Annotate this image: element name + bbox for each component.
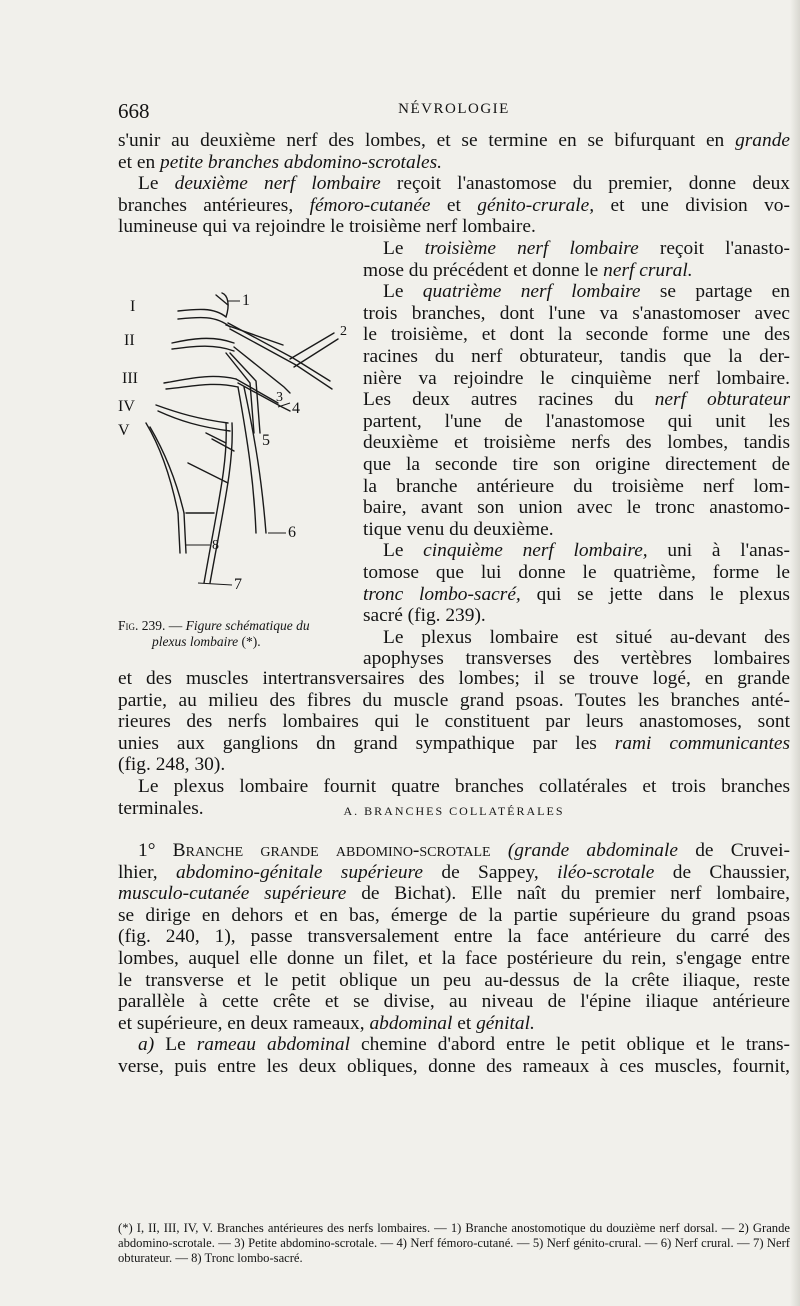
label-7: 7 [234, 576, 242, 593]
footnote: (*) I, II, III, IV, V. Branches antérieures des nerfs lombaires. — 1) Branche anostomotique du douzième nerf dorsal. — 2) Grande abdomino-scrotale. — 3) Petite abdomino-scrotale. — 4) Nerf fémoro-cutané. — 5) Nerf génito-crural. — 6) Nerf crural. — 7) Nerf obturateur. — 8) Tronc lombo-sacré. [118, 1221, 790, 1266]
nerve-5 [226, 353, 254, 433]
label-4: 4 [292, 400, 300, 417]
figure-caption: Fig. 239. — Figure schématique du plexus lombaire (*). [118, 618, 310, 649]
label-V: V [118, 422, 130, 439]
label-I: I [130, 298, 136, 315]
page-edge [790, 0, 800, 1306]
label-II: II [124, 332, 135, 349]
root-III [164, 376, 236, 383]
nerve-7 [204, 423, 226, 583]
paragraph-2: Le troisième nerf lombaire reçoit l'anasto- mose du précédent et donne le nerf crural. Le quatrième nerf lombaire se partage en trois branches, dont l'une va s'anastomoser avec le troisième, et dont la seconde forme une des racines du nerf obturateur, tandis que la der- nière va rejoindre le cinquième nerf lombaire. Les deux autres racines du nerf obturateur partent, l'une de l'anastomose qui unit les deuxième et troisième nerfs des lombes, tandis que la seconde tire son origine directement de la branche antérieure du troisième nerf lom- baire, avant son union avec le tronc anastomo- tique venu du deuxième. Le cinquième nerf lombaire, uni à l'anas- tomose que lui donne le quatrième, forme le tronc lombo-sacré, qui se jette dans le plexus sacré (fig. 239). Le plexus lombaire est situé au-devant des apophyses transverses des vertèbres lombaires [363, 238, 790, 670]
nerve-8 [178, 513, 180, 553]
paragraph-1: s'unir au deuxième nerf des lombes, et se termine en se bifurquant en grande et en petite branches abdomino-scrotales. Le deuxième nerf lombaire reçoit l'anastomose du premier, donne deux branches antérieures, fémoro-cutanée et génito-crurale, et une division vo- lumineuse qui va rejoindre le troisième nerf lombaire. [118, 130, 791, 238]
label-2: 2 [340, 324, 347, 339]
nerve-6 [238, 387, 256, 533]
section-heading: A. BRANCHES COLLATÉRALES [343, 804, 565, 818]
page-header [118, 99, 790, 123]
paragraph-4: et des muscles intertransversaires des lombes; il se trouve logé, en grande partie, au milieu des fibres du muscle grand psoas. Toutes les branches anté- rieures des nerfs lombaires qui le constituent par leurs anastomoses, sont unies aux ganglions dn grand sympathique par les rami communicantes (fig. 248, 30). Le plexus lombaire fournit quatre branches collatérales et trois branches terminales. [118, 668, 790, 819]
lumbar-plexus-diagram [118, 283, 358, 603]
page-number: 668 [118, 99, 150, 123]
label-8: 8 [212, 538, 219, 553]
paragraph-6: 1° Branche grande abdomino-scrotale (grande abdominale de Cruvei- lhier, abdomino-génitale supérieure de Sappey, iléo-scrotale de Chaussier, musculo-cutanée supérieure de Bichat). Elle naît du premier nerf lombaire, se dirige en dehors et en bas, émerge de la partie supérieure du grand psoas (fig. 240, 1), passe transversalement entre la face antérieure du carré des lombes, auquel elle donne un filet, et la face postérieure du rein, s'engage entre le transverse et le petit oblique un peu au-dessus de la crête iliaque, reste parallèle à cette crête et se divise, au niveau de l'épine iliaque antérieure et supérieure, en deux rameaux, abdominal et génital. a) Le rameau abdominal chemine d'abord entre le petit oblique et le trans- verse, puis entre les deux obliques, donne des rameaux à ces muscles, fournit, [118, 840, 790, 1077]
root-IV [156, 405, 228, 423]
figure-lumbar-plexus [118, 283, 358, 603]
root-I [178, 309, 226, 317]
label-3: 3 [276, 390, 283, 405]
running-title: NÉVROLOGIE [398, 101, 510, 117]
root-V [146, 423, 178, 513]
label-III: III [122, 370, 138, 387]
label-IV: IV [118, 398, 135, 415]
label-5: 5 [262, 432, 270, 449]
label-6: 6 [288, 524, 296, 541]
label-1: 1 [242, 292, 250, 309]
root-II [172, 338, 234, 343]
